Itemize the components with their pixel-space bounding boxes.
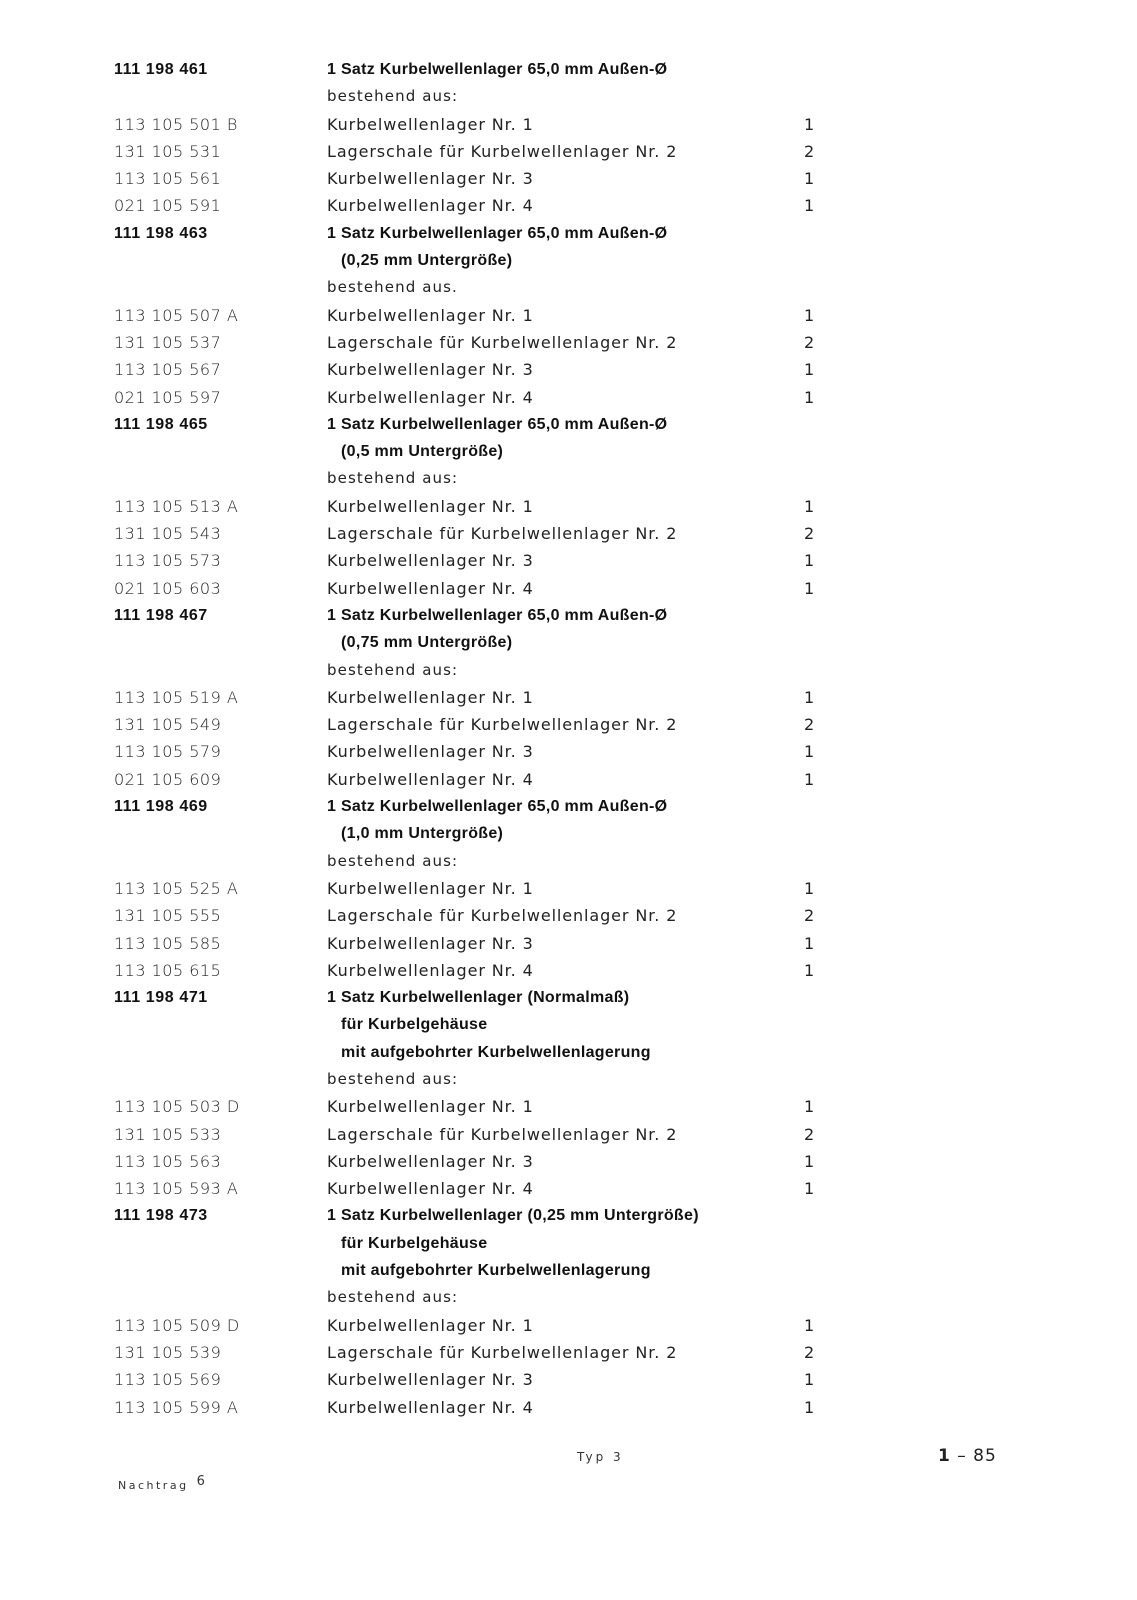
part-number: 113 105 501 B xyxy=(114,114,238,134)
vehicle-type-label: Typ 3 xyxy=(577,1450,624,1464)
set-title-continuation-row xyxy=(0,438,1137,465)
part-row xyxy=(0,1366,1137,1393)
part-row xyxy=(0,356,1137,383)
part-number: 113 105 561 xyxy=(114,169,222,189)
part-row xyxy=(0,1175,1137,1202)
consisting-of-row xyxy=(0,1284,1137,1311)
part-number: 131 105 549 xyxy=(114,715,222,735)
page-separator: – xyxy=(957,1446,967,1466)
part-description: Kurbelwellenlager Nr. 1 xyxy=(327,305,534,325)
set-title: 1 Satz Kurbelwellenlager 65,0 mm Außen-Ø xyxy=(327,606,668,624)
set-part-number: 111 198 473 xyxy=(114,1207,208,1225)
part-row xyxy=(0,111,1137,138)
page-number-value: 85 xyxy=(973,1446,997,1466)
consisting-of-label: bestehend aus: xyxy=(327,1288,459,1307)
part-description: Lagerschale für Kurbelwellenlager Nr. 2 xyxy=(327,332,678,352)
part-row xyxy=(0,684,1137,711)
set-part-number: 111 198 467 xyxy=(114,606,208,624)
consisting-of-label: bestehend aus: xyxy=(327,87,459,106)
part-row xyxy=(0,1093,1137,1120)
part-description: Kurbelwellenlager Nr. 3 xyxy=(327,1370,534,1390)
set-title: 1 Satz Kurbelwellenlager 65,0 mm Außen-Ø xyxy=(327,415,668,433)
part-description: Kurbelwellenlager Nr. 4 xyxy=(327,196,534,216)
set-title-continuation-row xyxy=(0,1039,1137,1066)
part-quantity: 1 xyxy=(804,387,815,407)
part-row xyxy=(0,1148,1137,1175)
parts-list xyxy=(0,56,1137,1421)
part-quantity: 1 xyxy=(804,878,815,898)
part-row xyxy=(0,902,1137,929)
part-quantity: 1 xyxy=(804,933,815,953)
part-number: 113 105 593 A xyxy=(114,1179,239,1199)
set-title-continuation-row xyxy=(0,1257,1137,1284)
part-number: 131 105 531 xyxy=(114,141,222,161)
part-quantity: 1 xyxy=(804,196,815,216)
part-description: Kurbelwellenlager Nr. 3 xyxy=(327,360,534,380)
part-number: 113 105 569 xyxy=(114,1370,222,1390)
set-part-number: 111 198 469 xyxy=(114,798,208,816)
set-header-row xyxy=(0,793,1137,820)
part-number: 131 105 555 xyxy=(114,906,222,926)
set-title: für Kurbelgehäuse xyxy=(341,1234,488,1252)
consisting-of-row xyxy=(0,274,1137,301)
set-title: 1 Satz Kurbelwellenlager 65,0 mm Außen-Ø xyxy=(327,224,668,242)
parts-set xyxy=(0,602,1137,793)
part-quantity: 1 xyxy=(804,1097,815,1117)
part-row xyxy=(0,1394,1137,1421)
set-title-continuation-row xyxy=(0,1230,1137,1257)
consisting-of-label: bestehend aus: xyxy=(327,469,459,488)
part-quantity: 1 xyxy=(804,687,815,707)
parts-set xyxy=(0,220,1137,411)
part-description: Kurbelwellenlager Nr. 1 xyxy=(327,496,534,516)
part-quantity: 1 xyxy=(804,742,815,762)
part-quantity: 1 xyxy=(804,1370,815,1390)
part-quantity: 1 xyxy=(804,114,815,134)
part-number: 113 105 507 A xyxy=(114,305,239,325)
part-number: 131 105 533 xyxy=(114,1124,222,1144)
part-description: Kurbelwellenlager Nr. 4 xyxy=(327,1397,534,1417)
part-quantity: 1 xyxy=(804,1179,815,1199)
part-description: Kurbelwellenlager Nr. 3 xyxy=(327,169,534,189)
consisting-of-row xyxy=(0,1066,1137,1093)
part-quantity: 2 xyxy=(804,141,815,161)
part-description: Kurbelwellenlager Nr. 4 xyxy=(327,960,534,980)
part-description: Kurbelwellenlager Nr. 1 xyxy=(327,878,534,898)
part-row xyxy=(0,384,1137,411)
part-row xyxy=(0,493,1137,520)
part-row xyxy=(0,1339,1137,1366)
part-number: 113 105 503 D xyxy=(114,1097,240,1117)
supplement-note xyxy=(118,1474,205,1493)
part-description: Kurbelwellenlager Nr. 1 xyxy=(327,114,534,134)
part-number: 113 105 599 A xyxy=(114,1397,239,1417)
set-title-continuation-row xyxy=(0,1011,1137,1038)
part-number: 113 105 579 xyxy=(114,742,222,762)
part-description: Kurbelwellenlager Nr. 1 xyxy=(327,687,534,707)
set-part-number: 111 198 461 xyxy=(114,61,208,78)
set-title: 1 Satz Kurbelwellenlager (Normalmaß) xyxy=(327,989,630,1007)
set-title: (0,25 mm Untergröße) xyxy=(341,252,513,270)
set-title: 1 Satz Kurbelwellenlager 65,0 mm Außen-Ø xyxy=(327,61,668,78)
set-part-number: 111 198 465 xyxy=(114,415,208,433)
part-number: 131 105 543 xyxy=(114,524,222,544)
set-title: (1,0 mm Untergröße) xyxy=(341,825,504,843)
page-number xyxy=(938,1446,997,1466)
part-row xyxy=(0,875,1137,902)
part-description: Lagerschale für Kurbelwellenlager Nr. 2 xyxy=(327,141,678,161)
part-description: Kurbelwellenlager Nr. 4 xyxy=(327,387,534,407)
part-quantity: 1 xyxy=(804,1397,815,1417)
part-row xyxy=(0,547,1137,574)
part-quantity: 2 xyxy=(804,1124,815,1144)
consisting-of-label: bestehend aus: xyxy=(327,660,459,679)
part-quantity: 2 xyxy=(804,524,815,544)
part-quantity: 1 xyxy=(804,551,815,571)
set-title-continuation-row xyxy=(0,629,1137,656)
part-quantity: 1 xyxy=(804,305,815,325)
part-number: 131 105 537 xyxy=(114,332,222,352)
part-row xyxy=(0,1121,1137,1148)
part-description: Lagerschale für Kurbelwellenlager Nr. 2 xyxy=(327,1124,678,1144)
part-quantity: 1 xyxy=(804,960,815,980)
part-row xyxy=(0,165,1137,192)
part-quantity: 1 xyxy=(804,1151,815,1171)
part-number: 021 105 609 xyxy=(114,769,222,789)
part-description: Kurbelwellenlager Nr. 4 xyxy=(327,578,534,598)
part-description: Kurbelwellenlager Nr. 3 xyxy=(327,933,534,953)
parts-set xyxy=(0,411,1137,602)
set-header-row xyxy=(0,411,1137,438)
parts-set xyxy=(0,56,1137,220)
consisting-of-label: bestehend aus. xyxy=(327,278,458,297)
part-number: 113 105 563 xyxy=(114,1151,222,1171)
set-title-continuation-row xyxy=(0,820,1137,847)
part-row xyxy=(0,711,1137,738)
part-quantity: 2 xyxy=(804,715,815,735)
part-description: Kurbelwellenlager Nr. 3 xyxy=(327,551,534,571)
consisting-of-label: bestehend aus: xyxy=(327,851,459,870)
set-header-row xyxy=(0,1202,1137,1229)
part-quantity: 1 xyxy=(804,769,815,789)
consisting-of-row xyxy=(0,465,1137,492)
consisting-of-row xyxy=(0,657,1137,684)
part-row xyxy=(0,930,1137,957)
set-part-number: 111 198 463 xyxy=(114,224,208,242)
part-description: Kurbelwellenlager Nr. 4 xyxy=(327,1179,534,1199)
part-number: 113 105 567 xyxy=(114,360,222,380)
part-description: Lagerschale für Kurbelwellenlager Nr. 2 xyxy=(327,524,678,544)
part-row xyxy=(0,138,1137,165)
part-quantity: 2 xyxy=(804,906,815,926)
part-quantity: 2 xyxy=(804,332,815,352)
parts-set xyxy=(0,793,1137,984)
set-title: 1 Satz Kurbelwellenlager 65,0 mm Außen-Ø xyxy=(327,798,668,816)
set-title: für Kurbelgehäuse xyxy=(341,1016,488,1034)
part-description: Kurbelwellenlager Nr. 1 xyxy=(327,1097,534,1117)
part-number: 113 105 615 xyxy=(114,960,222,980)
part-number: 113 105 585 xyxy=(114,933,222,953)
set-title: mit aufgebohrter Kurbelwellenlagerung xyxy=(341,1262,651,1280)
part-number: 021 105 597 xyxy=(114,387,222,407)
part-row xyxy=(0,738,1137,765)
part-number: 113 105 509 D xyxy=(114,1315,240,1335)
part-description: Lagerschale für Kurbelwellenlager Nr. 2 xyxy=(327,715,678,735)
part-row xyxy=(0,329,1137,356)
part-number: 113 105 573 xyxy=(114,551,222,571)
set-title: (0,5 mm Untergröße) xyxy=(341,443,504,461)
part-number: 113 105 525 A xyxy=(114,878,239,898)
set-title: 1 Satz Kurbelwellenlager (0,25 mm Untergröße) xyxy=(327,1207,699,1225)
part-number: 021 105 591 xyxy=(114,196,222,216)
part-description: Lagerschale für Kurbelwellenlager Nr. 2 xyxy=(327,1342,678,1362)
set-title: (0,75 mm Untergröße) xyxy=(341,634,513,652)
set-header-row xyxy=(0,602,1137,629)
set-header-row xyxy=(0,984,1137,1011)
part-row xyxy=(0,1312,1137,1339)
consisting-of-label: bestehend aus: xyxy=(327,1069,459,1088)
parts-set xyxy=(0,1202,1137,1420)
part-row xyxy=(0,192,1137,219)
supplement-label: Nachtrag xyxy=(118,1479,189,1492)
set-header-row xyxy=(0,56,1137,83)
page-section: 1 xyxy=(938,1446,951,1466)
part-row xyxy=(0,766,1137,793)
part-row xyxy=(0,957,1137,984)
part-description: Kurbelwellenlager Nr. 3 xyxy=(327,1151,534,1171)
part-quantity: 1 xyxy=(804,169,815,189)
consisting-of-row xyxy=(0,83,1137,110)
part-number: 021 105 603 xyxy=(114,578,222,598)
part-row xyxy=(0,575,1137,602)
part-number: 113 105 519 A xyxy=(114,687,239,707)
part-description: Kurbelwellenlager Nr. 1 xyxy=(327,1315,534,1335)
part-quantity: 1 xyxy=(804,1315,815,1335)
part-quantity: 1 xyxy=(804,578,815,598)
part-number: 113 105 513 A xyxy=(114,496,239,516)
part-description: Kurbelwellenlager Nr. 4 xyxy=(327,769,534,789)
part-quantity: 1 xyxy=(804,360,815,380)
set-title: mit aufgebohrter Kurbelwellenlagerung xyxy=(341,1043,651,1061)
parts-set xyxy=(0,984,1137,1202)
set-part-number: 111 198 471 xyxy=(114,989,208,1007)
part-quantity: 2 xyxy=(804,1342,815,1362)
part-description: Lagerschale für Kurbelwellenlager Nr. 2 xyxy=(327,906,678,926)
consisting-of-row xyxy=(0,848,1137,875)
supplement-number: 6 xyxy=(196,1474,205,1489)
set-title-continuation-row xyxy=(0,247,1137,274)
part-row xyxy=(0,520,1137,547)
part-number: 131 105 539 xyxy=(114,1342,222,1362)
set-header-row xyxy=(0,220,1137,247)
part-quantity: 1 xyxy=(804,496,815,516)
part-row xyxy=(0,302,1137,329)
part-description: Kurbelwellenlager Nr. 3 xyxy=(327,742,534,762)
